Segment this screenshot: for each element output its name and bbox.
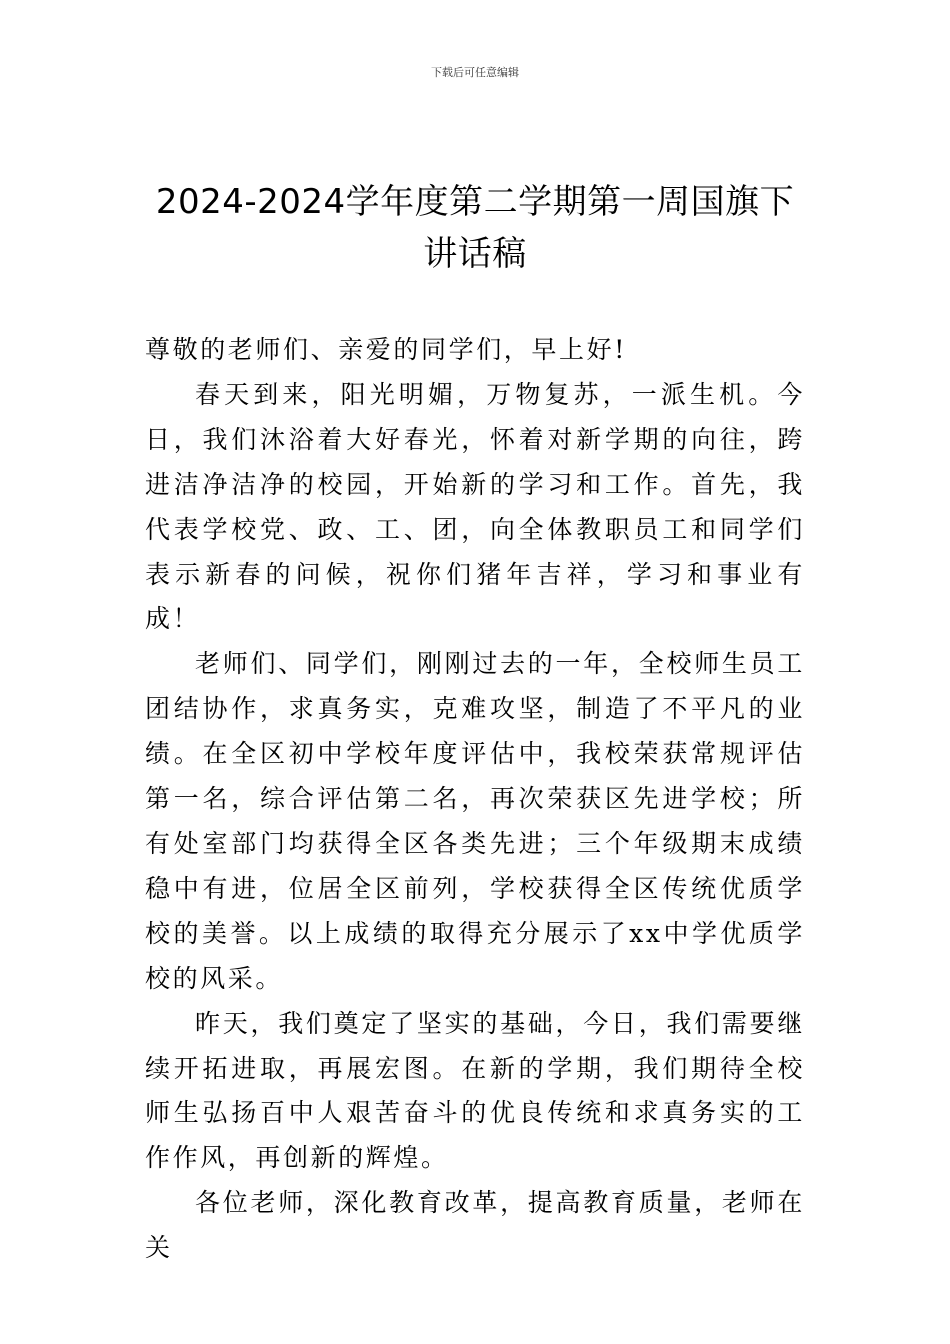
paragraph-2: 老师们、同学们，刚刚过去的一年，全校师生员工团结协作，求真务实，克难攻坚，制造了不平凡的业绩。在全区初中学校年度评估中，我校荣获常规评估第一名，综合评估第二名，再次荣获区先进学校；所有处室部门均获得全区各类先进；三个年级期末成绩稳中有进，位居全区前列，学校获得全区传统优质学校的美誉。以上成绩的取得充分展示了xx中学优质学校的风采。	[145, 649, 805, 993]
paragraph-1: 春天到来，阳光明媚，万物复苏，一派生机。今日，我们沐浴着大好春光，怀着对新学期的向往，跨进洁净洁净的校园，开始新的学习和工作。首先，我代表学校党、政、工、团，向全体教职员工和同学们表示新春的问候，祝你们猪年吉祥，学习和事业有成！	[145, 379, 805, 634]
salutation: 尊敬的老师们、亲爱的同学们，早上好!	[145, 335, 627, 364]
paragraph-3: 昨天，我们奠定了坚实的基础，今日，我们需要继续开拓进取，再展宏图。在新的学期，我们期待全校师生弘扬百中人艰苦奋斗的优良传统和求真务实的工作作风，再创新的辉煌。	[145, 1008, 805, 1173]
document-title: 2024-2024学年度第二学期第一周国旗下讲话稿	[155, 182, 795, 274]
document-body	[145, 328, 805, 1271]
paragraph-4: 各位老师，深化教育改革，提高教育质量，老师在关	[145, 1188, 805, 1263]
header-note: 下载后可任意编辑	[431, 66, 519, 79]
